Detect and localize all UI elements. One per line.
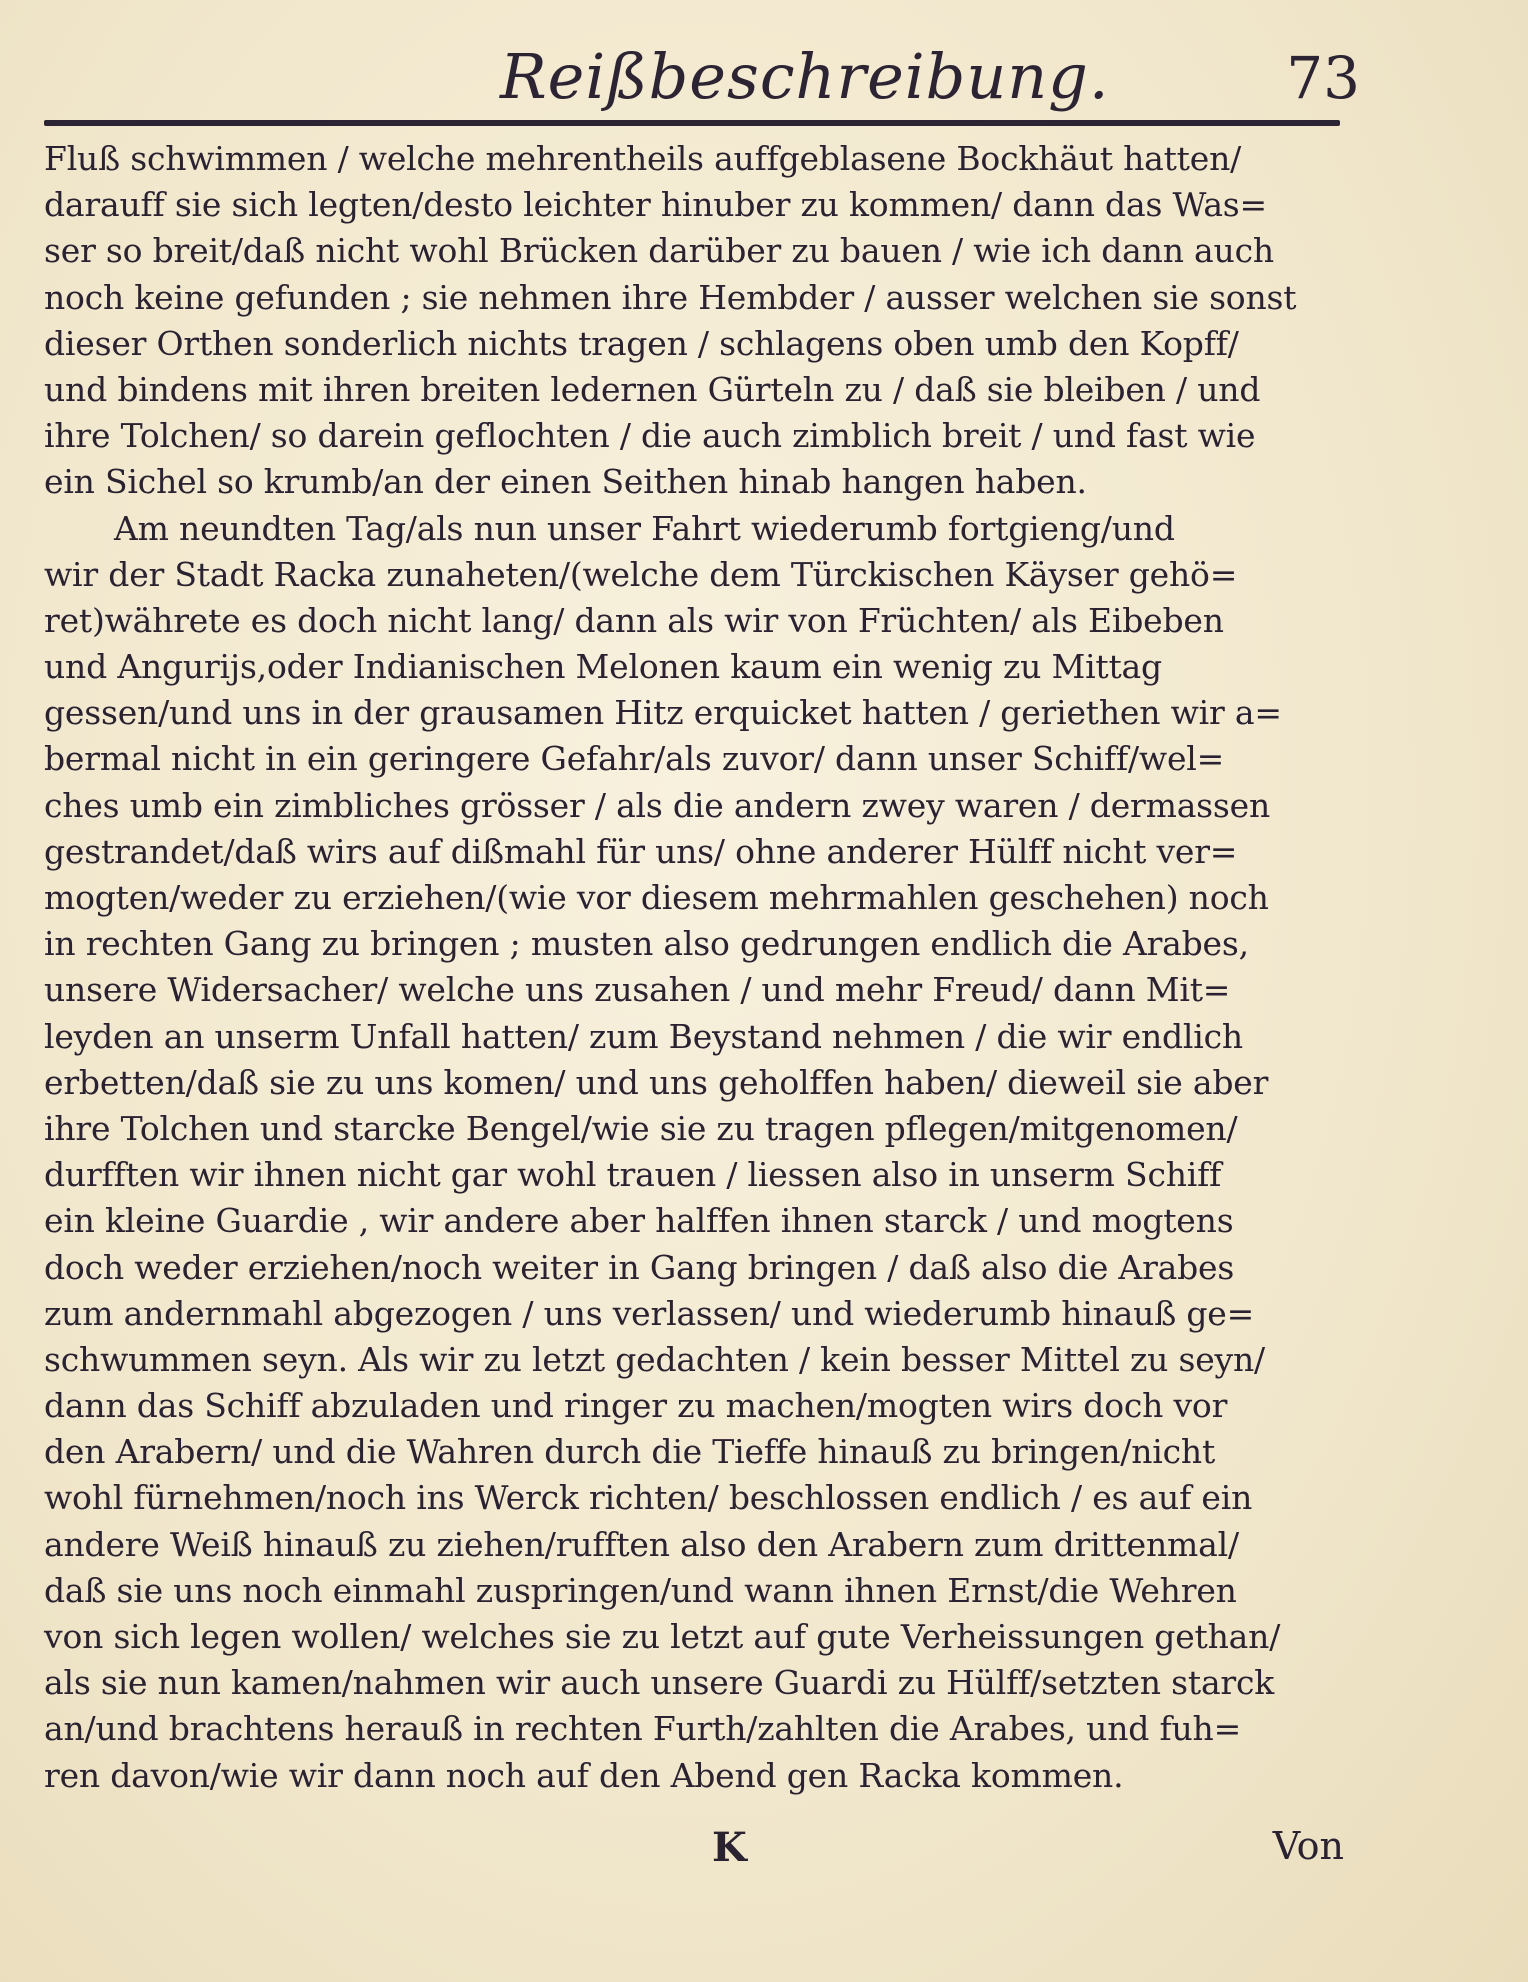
text-line: ein Sichel so krumb/an der einen Seithen hinab hangen haben. (44, 462, 1087, 502)
page-number: 73 (1286, 44, 1360, 112)
text-line: ser so breit/daß nicht wohl Brücken darüber zu bauen / wie ich dann auch (44, 231, 1274, 271)
body-text (44, 136, 1344, 1799)
text-line: ein kleine Guardie , wir andere aber halffen ihnen starck / und mogtens (44, 1201, 1234, 1241)
text-line: erbetten/daß sie zu uns komen/ und uns geholffen haben/ dieweil sie aber (44, 1062, 1269, 1102)
text-line: durfften wir ihnen nicht gar wohl trauen / liessen also in unserm Schiff (44, 1155, 1222, 1195)
text-line: doch weder erziehen/noch weiter in Gang bringen / daß also die Arabes (44, 1247, 1235, 1287)
text-line: gestrandet/daß wirs auf dißmahl für uns/ ohne anderer Hülff nicht ver= (44, 831, 1238, 871)
text-line: andere Weiß hinauß zu ziehen/rufften also den Arabern zum drittenmal/ (44, 1524, 1239, 1564)
text-line: an/und brachtens herauß in rechten Furth/zahlten die Arabes, und fuh= (44, 1709, 1242, 1749)
text-line: ches umb ein zimbliches grösser / als die andern zwey waren / dermassen (44, 785, 1271, 825)
running-title: Reißbeschreibung. (500, 40, 1110, 113)
text-line: darauff sie sich legten/desto leichter hinuber zu kommen/ dann das Was= (44, 185, 1267, 225)
text-line: leyden an unserm Unfall hatten/ zum Beystand nehmen / die wir endlich (44, 1016, 1243, 1056)
text-line: bermal nicht in ein geringere Gefahr/als zuvor/ dann unser Schiff/wel= (44, 739, 1225, 779)
text-line: ihre Tolchen und starcke Bengel/wie sie zu tragen pflegen/mitgenomen/ (44, 1108, 1238, 1148)
text-line: noch keine gefunden ; sie nehmen ihre Hembder / ausser welchen sie sonst (44, 277, 1297, 317)
text-line: Fluß schwimmen / welche mehrentheils auffgeblasene Bockhäut hatten/ (44, 139, 1242, 178)
page-header (40, 28, 1360, 118)
text-line: mogten/weder zu erziehen/(wie vor diesem mehrmahlen geschehen) noch (44, 878, 1269, 917)
text-line: ret)währete es doch nicht lang/ dann als wir von Früchten/ als Eibeben (44, 600, 1224, 640)
text-line: wir der Stadt Racka zunaheten/(welche dem Türckischen Käyser gehö= (44, 554, 1238, 594)
text-line: in rechten Gang zu bringen ; musten also gedrungen endlich die Arabes, (44, 924, 1249, 964)
catchword: Von (1272, 1824, 1344, 1868)
signature-mark: K (712, 1824, 747, 1871)
text-line: ihre Tolchen/ so darein geflochten / die auch zimblich breit / und fast wie (44, 416, 1256, 456)
text-line: ren davon/wie wir dann noch auf den Abend gen Racka kommen. (44, 1755, 1124, 1795)
text-line: gessen/und uns in der grausamen Hitz erquicket hatten / geriethen wir a= (44, 693, 1282, 733)
text-line: von sich legen wollen/ welches sie zu letzt auf gute Verheissungen gethan/ (44, 1617, 1281, 1656)
text-line: dieser Orthen sonderlich nichts tragen / schlagens oben umb den Kopff/ (44, 323, 1239, 363)
text-line: wohl fürnehmen/noch ins Werck richten/ beschlossen endlich / es auf ein (44, 1478, 1253, 1518)
text-line: und Angurijs,oder Indianischen Melonen kaum ein wenig zu Mittag (44, 647, 1162, 687)
text-line: als sie nun kamen/nahmen wir auch unsere Guardi zu Hülff/setzten starck (44, 1663, 1275, 1703)
paragraph-start-line: Am neundten Tag/als nun unser Fahrt wiederumb fortgieng/und (114, 508, 1175, 548)
text-line: den Arabern/ und die Wahren durch die Tieffe hinauß zu bringen/nicht (44, 1432, 1216, 1472)
text-line: unsere Widersacher/ welche uns zusahen / und mehr Freud/ dann Mit= (44, 970, 1231, 1010)
text-line: zum andernmahl abgezogen / uns verlassen/ und wiederumb hinauß ge= (44, 1293, 1255, 1333)
text-line: dann das Schiff abzuladen und ringer zu machen/mogten wirs doch vor (44, 1386, 1228, 1426)
text-line: daß sie uns noch einmahl zuspringen/und wann ihnen Ernst/die Wehren (44, 1570, 1237, 1610)
text-line: und bindens mit ihren breiten ledernen Gürteln zu / daß sie bleiben / und (44, 369, 1261, 409)
text-line: schwummen seyn. Als wir zu letzt gedachten / kein besser Mittel zu seyn/ (44, 1339, 1265, 1379)
page-footer (44, 1824, 1344, 1884)
header-rule (44, 120, 1340, 126)
